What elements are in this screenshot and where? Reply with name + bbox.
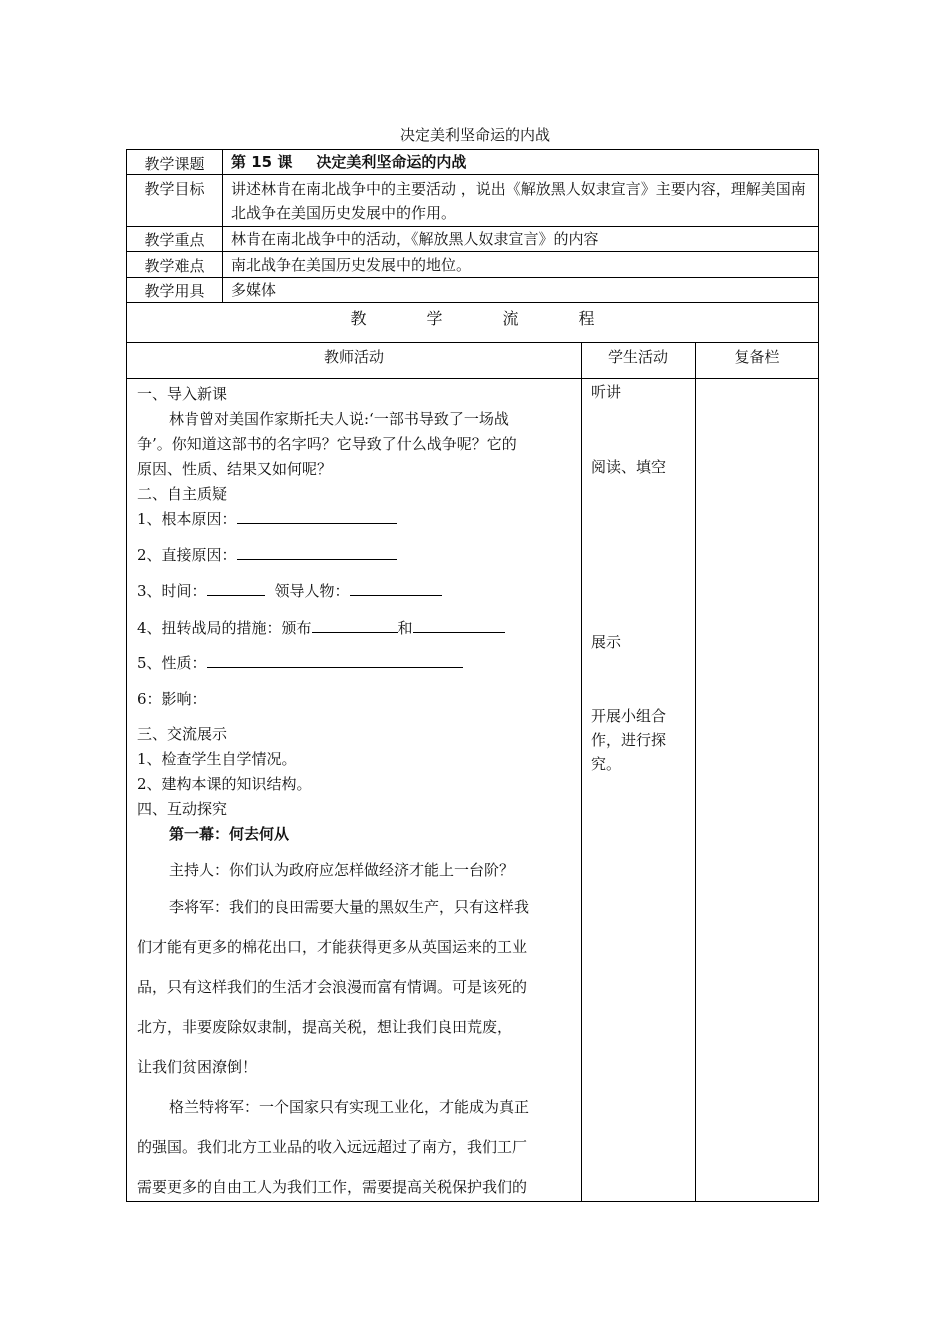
student-activity-group: 开展小组合作，进行探究。 [591,707,667,773]
answer-blank[interactable] [237,545,397,560]
row-divider [127,342,818,343]
lesson-plan-table [126,149,819,1202]
general-lee-line: 品，只有这样我们的生活才会浪漫而富有情调。可是该死的 [137,978,528,996]
section-self-study-title: 二、自主质疑 [137,485,228,503]
section-intro-title: 一、导入新课 [137,385,228,403]
answer-blank[interactable] [207,581,265,596]
answer-blank[interactable] [350,581,442,596]
general-grant-line: 的强国。我们北方工业品的收入远远超过了南方，我们工厂 [137,1138,528,1156]
key-point-text: 林肯在南北战争中的活动，《解放黑人奴隶宣言》的内容 [231,230,599,248]
question-nature [137,652,577,673]
lesson-number: 第 15 课 [231,153,293,171]
flow-char: 程 [578,309,595,328]
question-turning-measures [137,617,577,638]
flow-heading [127,306,818,329]
topic-value [231,150,810,174]
general-lee-line: 北方，非要废除奴隶制，提高关税，想让我们良田荒废， [137,1018,513,1036]
flow-char: 流 [502,309,519,328]
topic-label: 教学课题 [144,155,205,173]
answer-blank[interactable] [207,653,463,668]
key-point-label: 教学重点 [144,231,205,249]
row-divider [127,378,818,379]
question-root-cause [137,508,577,529]
intro-line: 争’。你知道这部书的名字吗？它导致了什么战争呢？它的 [137,435,517,453]
general-grant-line: 格兰特将军：一个国家只有实现工业化，才能成为真正 [169,1098,530,1116]
answer-blank[interactable] [413,618,505,633]
teacher-column-header: 教师活动 [323,348,384,366]
flow-char: 教 [350,309,367,328]
lesson-name: 决定美利坚命运的内战 [316,153,467,171]
general-lee-line: 们才能有更多的棉花出口，才能获得更多从英国运来的工业 [137,938,528,956]
student-activity-read: 阅读、填空 [591,458,667,476]
general-grant-line: 需要更多的自由工人为我们工作，需要提高关税保护我们的 [137,1178,528,1196]
tools-text: 多媒体 [231,281,277,299]
review-column-header: 复备栏 [734,348,780,366]
answer-blank[interactable] [312,618,398,633]
question-label: 1、根本原因： [137,510,237,528]
question-label: 领导人物： [274,582,350,600]
row-divider [127,251,818,252]
column-divider [695,342,696,1202]
goal-label: 教学目标 [144,180,205,198]
general-lee-line: 李将军：我们的良田需要大量的黑奴生产，只有这样我 [169,898,530,916]
student-column-header: 学生活动 [607,348,668,366]
intro-line: 原因、性质、结果又如何呢？ [137,460,333,478]
question-impact: 6：影响： [137,690,207,708]
question-label: 2、直接原因： [137,546,237,564]
exchange-item: 1、检查学生自学情况。 [137,750,297,768]
question-label: 4、扭转战局的措施：颁布 [137,619,312,637]
section-explore-title: 四、互动探究 [137,800,228,818]
general-lee-line: 让我们贫困潦倒！ [137,1058,258,1076]
flow-char: 学 [426,309,443,328]
difficulty-text: 南北战争在美国历史发展中的地位。 [231,256,472,274]
question-label: 3、时间： [137,582,207,600]
act-one-title: 第一幕：何去何从 [169,825,290,843]
row-divider [127,174,818,175]
answer-blank[interactable] [237,509,397,524]
exchange-item: 2、建构本课的知识结构。 [137,775,312,793]
intro-line: 林肯曾对美国作家斯托夫人说:‘一部书导致了一场战 [169,410,509,428]
difficulty-label: 教学难点 [144,257,205,275]
page-title: 决定美利坚命运的内战 [399,126,550,144]
question-label: 5、性质： [137,654,207,672]
goal-text: 讲述林肯在南北战争中的主要活动 ，说出《解放黑人奴隶宣言》主要内容，理解美国南北战争在美国历史发展中的作用。 [231,180,806,222]
question-label: 和 [397,619,413,637]
student-activity-present: 展示 [591,633,622,651]
question-direct-cause [137,544,577,565]
tools-label: 教学用具 [144,282,205,300]
question-time-leader [137,580,577,601]
row-divider [127,302,818,303]
host-line: 主持人：你们认为政府应怎样做经济才能上一台阶？ [169,861,515,879]
student-activity-listen: 听讲 [591,383,622,401]
column-divider [581,342,582,1202]
column-divider [222,150,223,302]
section-exchange-title: 三、交流展示 [137,725,228,743]
